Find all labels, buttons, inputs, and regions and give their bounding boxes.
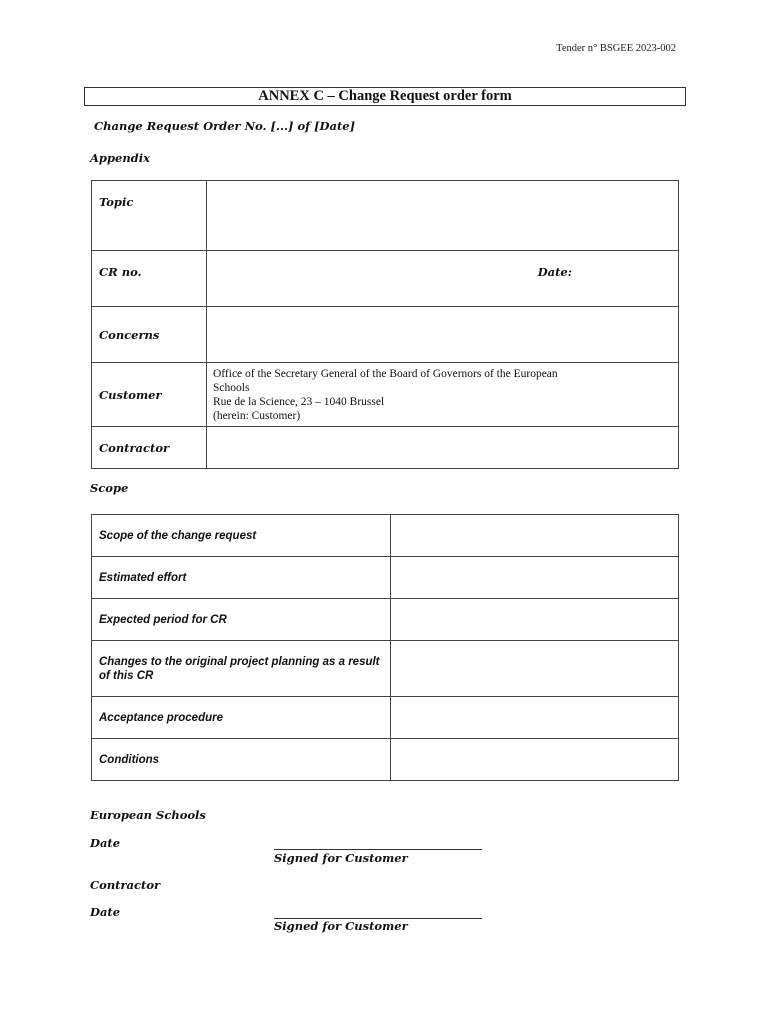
planning-changes-label: Changes to the original project planning as a result of this CR xyxy=(92,641,391,697)
signature-line-customer[interactable] xyxy=(274,836,482,850)
concerns-field[interactable] xyxy=(207,307,679,363)
table-row xyxy=(92,363,679,427)
appendix-heading: Appendix xyxy=(90,151,150,165)
planning-changes-field[interactable] xyxy=(391,641,679,697)
date-label-contractor: Date xyxy=(90,905,121,919)
topic-field[interactable] xyxy=(207,181,679,251)
scope-heading: Scope xyxy=(90,481,129,495)
date-label-customer: Date xyxy=(90,836,121,850)
scope-field[interactable] xyxy=(391,515,679,557)
contractor-signature-label: Contractor xyxy=(90,878,161,892)
estimated-effort-label: Estimated effort xyxy=(92,557,391,599)
customer-line: (herein: Customer) xyxy=(213,409,301,422)
concerns-label: Concerns xyxy=(92,307,207,363)
customer-line: Rue de la Science, 23 – 1040 Brussel xyxy=(213,395,385,408)
table-row xyxy=(92,557,679,599)
estimated-effort-field[interactable] xyxy=(391,557,679,599)
table-row xyxy=(92,307,679,363)
table-row xyxy=(92,515,679,557)
scope-table xyxy=(91,514,679,781)
annex-title: ANNEX C – Change Request order form xyxy=(84,87,686,106)
topic-label: Topic xyxy=(92,181,207,251)
expected-period-field[interactable] xyxy=(391,599,679,641)
table-row xyxy=(92,697,679,739)
european-schools-label: European Schools xyxy=(90,808,206,822)
date-label: Date: xyxy=(537,265,572,279)
table-row xyxy=(92,251,679,307)
conditions-field[interactable] xyxy=(391,739,679,781)
signature-line-contractor[interactable] xyxy=(274,905,482,919)
contractor-label: Contractor xyxy=(92,427,207,469)
cr-no-field[interactable] xyxy=(207,251,679,307)
signed-for-customer-caption: Signed for Customer xyxy=(274,851,408,865)
tender-reference: Tender n° BSGEE 2023-002 xyxy=(556,43,676,54)
customer-line: Office of the Secretary General of the Board of Governors of the European xyxy=(213,367,558,380)
acceptance-procedure-label: Acceptance procedure xyxy=(92,697,391,739)
conditions-label: Conditions xyxy=(92,739,391,781)
signed-for-customer-caption-2: Signed for Customer xyxy=(274,919,408,933)
contractor-field[interactable] xyxy=(207,427,679,469)
customer-label: Customer xyxy=(92,363,207,427)
table-row xyxy=(92,599,679,641)
customer-line: Schools xyxy=(213,381,250,394)
cr-no-label: CR no. xyxy=(92,251,207,307)
appendix-table xyxy=(91,180,679,469)
scope-label: Scope of the change request xyxy=(92,515,391,557)
table-row xyxy=(92,641,679,697)
table-row xyxy=(92,739,679,781)
table-row xyxy=(92,427,679,469)
customer-details xyxy=(207,363,679,427)
table-row xyxy=(92,181,679,251)
change-request-order-number: Change Request Order No. [...] of [Date] xyxy=(94,119,356,133)
expected-period-label: Expected period for CR xyxy=(92,599,391,641)
acceptance-procedure-field[interactable] xyxy=(391,697,679,739)
